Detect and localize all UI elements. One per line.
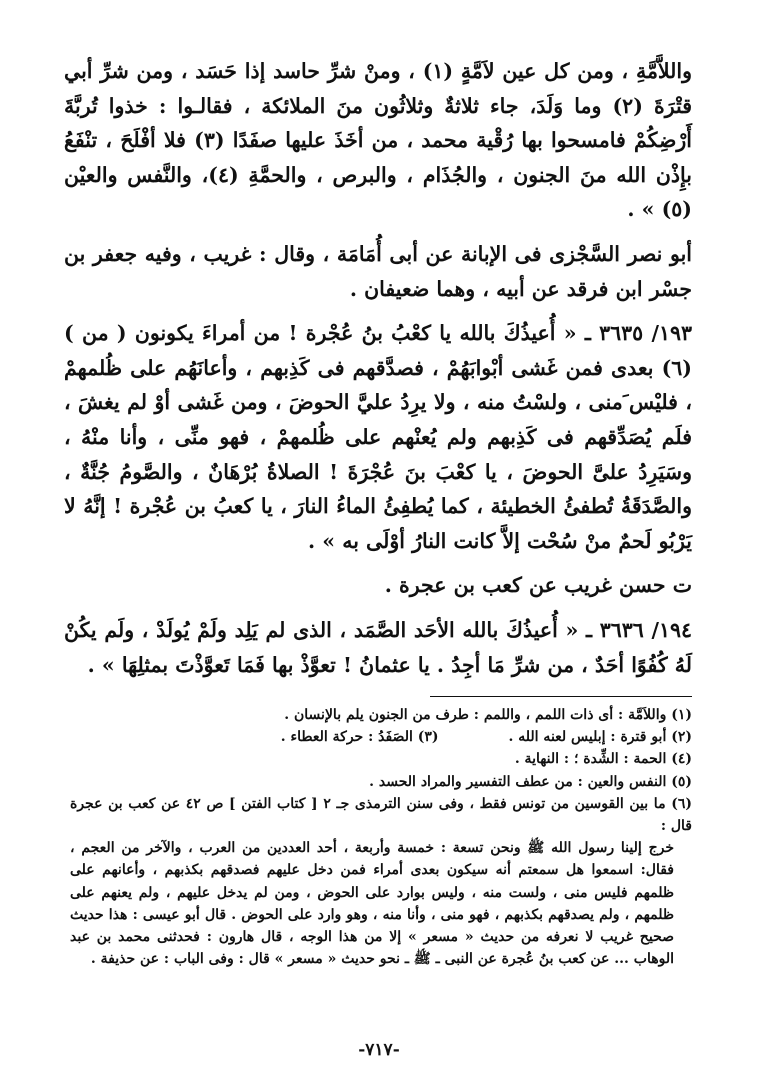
footnotes: [70, 704, 692, 970]
footnote-4: (٤) الحمة : الشِّدة ؛ : النهاية .: [514, 751, 692, 768]
paragraph-grading-note: ت حسن غريب عن كعب بن عجرة .: [384, 573, 692, 598]
main-text: [64, 54, 692, 692]
paragraph-hadith-3635: ١٩٣/ ٣٦٣٥ ـ « أُعيذُكَ بالله يا كعْبُ بنُ عُجْرة ! من أمراءَ يكونون ( من ) (٦) بعدى فمن غَشى أبْوابَهُمْ ، فصدَّقهم فى كَذِبهم ، وأعانَهُم على ظُلمهمْ ، فليْس َمنى ، ولسْتُ منه ، ولا يرِدُ عليَّ الحوضَ ، ومن غَشى أوْ لم يغشَ ، فلَم يُصَدِّقهم فى كَذِبهم ولم يُعنْهم على ظُلمهمْ ، فهو منِّى ، وأنا منْهُ ، وسَيَرِدُ علىَّ الحوضَ ، يا كعْبَ بنَ عُجْرَةَ ! الصلاةُ بُرْهَانٌ ، والصَّومُ جُنَّةٌ ، والصَّدَقَةُ تُطفئُ الخطيئة ، كما يُطفِئُ الماءُ النارَ ، يا كعبُ بن عُجْرة ! إنَّهُ لا يَرْبُو لَحمٌ منْ سُحْت إلاَّ كانت النارُ أوْلَى به » .: [64, 321, 692, 553]
footnote-2: (٢) أبو قترة : إبليس لعنه الله .: [508, 729, 692, 746]
footnote-3: (٣) الصَفَدُ : حركة العطاء .: [280, 729, 439, 746]
paragraph-charm-text: واللاَّمَّةِ ، ومن كل عين لاَمَّةٍ (١) ، ومنْ شرِّ حاسد إذا حَسَد ، ومن شرِّ أبي قتْرَةَ (٢) وما وَلَدَ، جاء ثلاثةٌ وثلاثُون منَ الملائكة ، فقالـوا : خذوا تُربَّةَ أَرْضِكُمْ فامسحوا بها رُقْية محمد ، من أخَذَ عليها صفَدًا (٣) فلا أفْلَحَ ، تنْفَعُ بإِذْن الله منَ الجنون ، والجُذَام ، والبرص ، والحمَّةِ (٤)، والنَّفس والعيْن (٥) » .: [64, 59, 693, 222]
footnote-row-2-3: [70, 726, 692, 748]
footnote-5: (٥) النفس والعين : من عطف التفسير والمراد الحسد .: [369, 773, 692, 790]
page-number: -٧١٧-: [358, 1040, 400, 1060]
paragraph-hadith-3636: ١٩٤/ ٣٦٣٦ ـ « أُعيذُكَ بالله الأحَد الصَّمَد ، الذى لم يَلِد ولَمْ يُولَدْ ، ولَم يكُنْ لَهُ كُفُوًا أحَدٌ ، من شرِّ مَا أجِدُ . يا عثمانُ ! تعوَّذْ بها فَمَا تَعوَّذْتَ بمثلِهَا » .: [64, 617, 693, 677]
footnote-6-body: خرج إلينا رسول الله ﷺ ونحن تسعة : خمسة وأربعة ، أحد العددين من العرب ، والآخر من العجم ، فقال: اسمعوا هل سمعتم أنه سيكون بعدى أمراء فمن دخل عليهم فصدقهم بكذبهم ، وأعانهم على ظلمهم فليس منى ، ولست منه ، وليس بوارد على الحوض ، ومن لم يدخل عليهم ، ولم يعنهم على ظلمهم ، ولم يصدقهم بكذبهم ، فهو منى ، وأنا منه ، وهو وارد على الحوض . قال أبو عيسى : هذا حديث صحيح غريب لا نعرفه من حديث « مسعر » إلا من هذا الوجه ، قال هارون : فحدثنى محمد بن عبد الوهاب ... عن كعب بنُ عُجرة عن النبى ـ ﷺ ـ نحو حديث « مسعر » قال : وفى الباب : عن حذيفة .: [70, 840, 674, 968]
footnote-divider: [430, 696, 692, 697]
footnote-6: (٦) ما بين القوسين من تونس فقط ، وفى سنن الترمذى جـ ٢ [ كتاب الفتن ] ص ٤٢ عن كعب بن عجرة قال :: [70, 795, 692, 835]
paragraph-source-note: أبو نصر السَّجْزى فى الإبانة عن أبى أُمَامَة ، وقال : غريب ، وفيه جعفر بن جسْر ابن فرقد عن أبيه ، وهما ضعيفان .: [64, 241, 692, 301]
footnote-1: (١) واللاَمَّة : أى ذات اللمم ، واللمم : طرف من الجنون يلم بالإنسان .: [284, 707, 692, 723]
